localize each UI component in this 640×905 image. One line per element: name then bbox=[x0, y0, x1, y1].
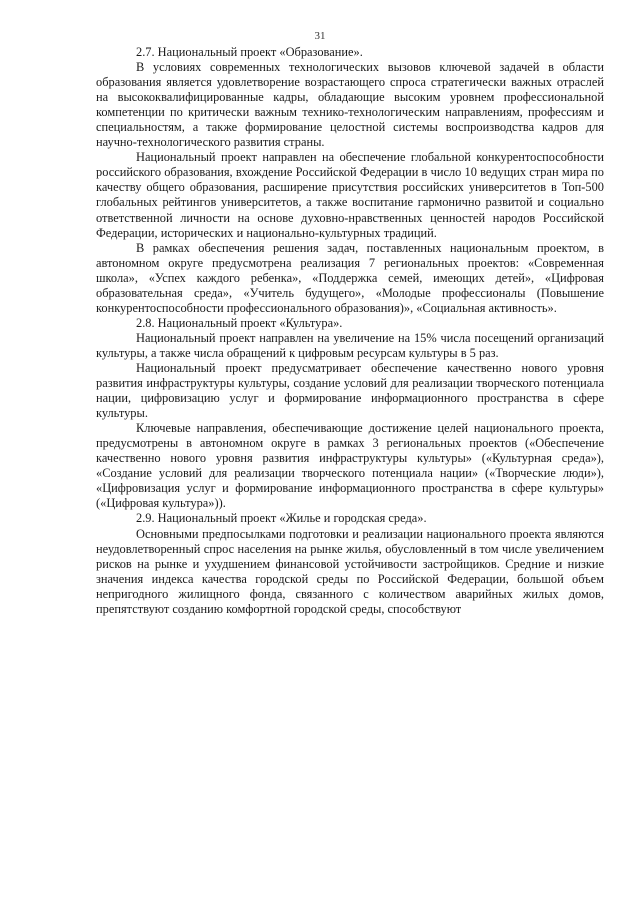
paragraph: Основными предпосылками подготовки и реализации национального проекта являются неудовлетворенный спрос населения на рынке жилья, обусловленный в том числе увеличением рисков на рынке и ухудшением финансовой устойчивости застройщиков. Средние и низкие значения индекса качества городской среды по Российской Федерации, большой объем непригодного жилищного фонда, связанного с количеством аварийных жилых домов, препятствуют созданию комфортной городской среды, способствуют bbox=[96, 526, 604, 616]
paragraph: Национальный проект предусматривает обеспечение качественно нового уровня развития инфраструктуры культуры, создание условий для реализации творческого потенциала нации, цифровизацию услуг и формирование информационного пространства в сфере культуры. bbox=[96, 360, 604, 421]
page-number: 31 bbox=[314, 30, 326, 42]
paragraph: Национальный проект направлен на обеспечение глобальной конкурентоспособности российского образования, вхождение Российской Федерации в число 10 ведущих стран мира по качеству общего образования, расширение присутствия российских университетов в Топ-500 глобальных рейтингов университетов, а также воспитание гармонично развитой и социально ответственной личности на основе духовно-нравственных ценностей народов Российской Федерации, исторических и национально-культурных традиций. bbox=[96, 150, 604, 240]
paragraph: Национальный проект направлен на увеличение на 15% числа посещений организаций культуры, а также числа обращений к цифровым ресурсам культуры в 5 раз. bbox=[96, 330, 604, 360]
paragraph: Ключевые направления, обеспечивающие достижение целей национального проекта, предусмотрены в автономном округе в рамках 3 региональных проектов («Обеспечение качественно нового уровня развития инфраструктуры культуры» («Культурная среда»), «Создание условий для реализации творческого потенциала нации» («Творческие люди»), «Цифровизация услуг и формирование информационного пространства в сфере культуры» («Цифровая культура»)). bbox=[96, 421, 604, 511]
document-body bbox=[96, 45, 604, 617]
paragraph: В условиях современных технологических вызовов ключевой задачей в области образования является удовлетворение возрастающего спроса стратегически важных отраслей на высококвалифицированные кадры, обладающие высоким уровнем профессиональной компетенции по критически важным технико-технологическим направлениям, профессиям и специальностям, а также формирование целостной системы воспроизводства кадров для научно-технологического развития страны. bbox=[96, 60, 604, 150]
section-heading-housing: 2.9. Национальный проект «Жилье и городская среда». bbox=[136, 511, 427, 526]
section-heading-culture: 2.8. Национальный проект «Культура». bbox=[136, 315, 343, 330]
section-heading-education: 2.7. Национальный проект «Образование». bbox=[136, 45, 363, 59]
paragraph: В рамках обеспечения решения задач, поставленных национальным проектом, в автономном округе предусмотрена реализация 7 региональных проектов: «Современная школа», «Успех каждого ребенка», «Поддержка семей, имеющих детей», «Цифровая образовательная среда», «Учитель будущего», «Молодые профессионалы (Повышение конкурентоспособности профессионального образования)», «Социальная активность». bbox=[96, 240, 604, 315]
